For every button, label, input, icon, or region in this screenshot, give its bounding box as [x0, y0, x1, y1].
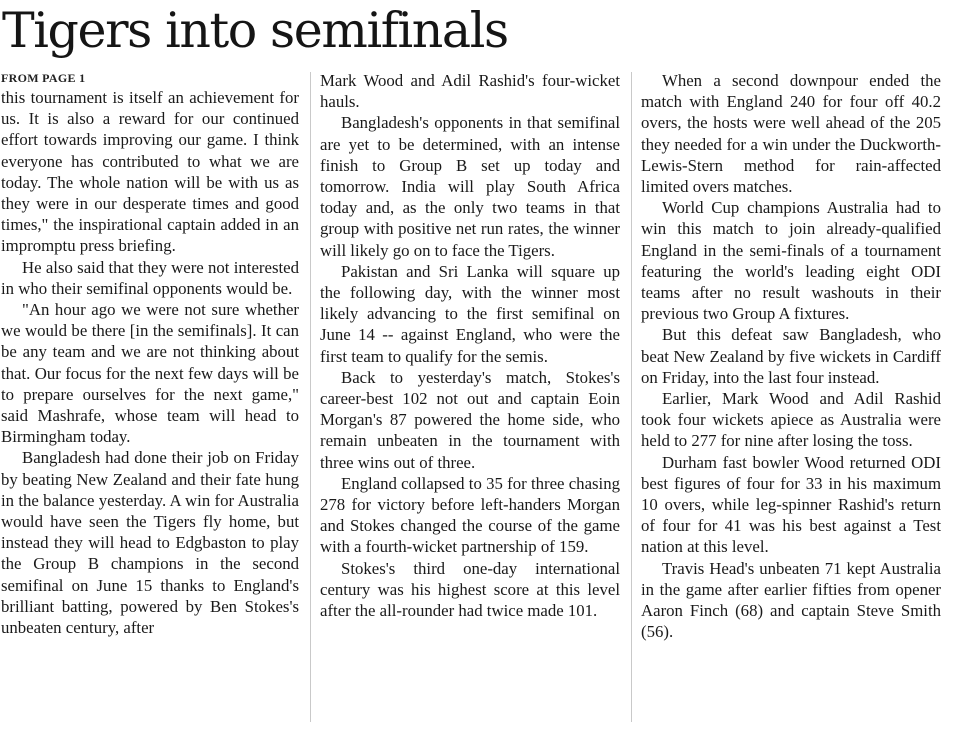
paragraph: Back to yesterday's match, Stokes's career-best 102 not out and captain Eoin Morgan's 87 powered the home side, who remain unbeaten in the tournament with three wins out of three.	[320, 367, 620, 472]
paragraph: World Cup champions Australia had to win this match to join already-qualified England in the semi-finals of a tournament featuring the world's leading eight ODI teams after no result washouts in their previous two Group A fixtures.	[641, 198, 941, 324]
article-column-2	[320, 70, 620, 736]
paragraph: "An hour ago we were not sure whether we would be there [in the semifinals]. It can be any team and we are not thinking about that. Our focus for the next few days will be to prepare ourselves for the next game," said Mashrafe, whose team will head to Birmingham today.	[1, 300, 299, 447]
paragraph: Mark Wood and Adil Rashid's four-wicket hauls.	[320, 71, 620, 112]
paragraph: He also said that they were not interested in who their semifinal opponents would be.	[1, 257, 299, 298]
paragraph: When a second downpour ended the match with England 240 for four off 40.2 overs, the hosts were well ahead of the 205 they needed for a win under the Duckworth-Lewis-Stern method for rain-affected limited overs matches.	[641, 71, 941, 197]
article-column-1	[1, 70, 299, 736]
article-column-3	[641, 70, 941, 736]
column-divider	[631, 72, 632, 722]
column-divider	[310, 72, 311, 722]
paragraph: Travis Head's unbeaten 71 kept Australia in the game after earlier fifties from opener Aaron Finch (68) and captain Steve Smith (56).	[641, 558, 941, 642]
paragraph: Pakistan and Sri Lanka will square up the following day, with the winner most likely advancing to the first semifinal on June 14 -- against England, who were the first team to qualify for the semis.	[320, 261, 620, 366]
paragraph: Bangladesh had done their job on Friday by beating New Zealand and their fate hung in the balance yesterday. A win for Australia would have seen the Tigers fly home, but instead they will head to Edgbaston to play the Group B champions in the second semifinal on June 15 thanks to England's brilliant batting, powered by Ben Stokes's unbeaten century, after	[1, 448, 299, 638]
paragraph: Stokes's third one-day international century was his highest score at this level after the all-rounder had twice made 101.	[320, 558, 620, 621]
paragraph: England collapsed to 35 for three chasing 278 for victory before left-handers Morgan and Stokes changed the course of the game with a fourth-wicket partnership of 159.	[320, 473, 620, 557]
paragraph: But this defeat saw Bangladesh, who beat New Zealand by five wickets in Cardiff on Friday, into the last four instead.	[641, 325, 941, 387]
headline: Tigers into semifinals	[2, 2, 508, 59]
jump-line: FROM PAGE 1	[1, 71, 86, 85]
paragraph: this tournament is itself an achievement for us. It is also a reward for our continued effort towards improving our game. I think everyone has contributed to what we are today. The whole nation will be with us as they were in our desperate times and good times," the inspirational captain added in an impromptu press briefing.	[1, 88, 299, 256]
paragraph: Earlier, Mark Wood and Adil Rashid took four wickets apiece as Australia were held to 277 for nine after losing the toss.	[641, 389, 941, 451]
paragraph: Durham fast bowler Wood returned ODI best figures of four for 33 in his maximum 10 overs, while leg-spinner Rashid's return of four for 41 was his best against a Test nation at this level.	[641, 452, 941, 557]
paragraph: Bangladesh's opponents in that semifinal are yet to be determined, with an intense finish to Group B set up today and tomorrow. India will play South Africa today and, as the only two teams in that group with positive net run rates, the winner will likely go on to face the Tigers.	[320, 113, 620, 260]
